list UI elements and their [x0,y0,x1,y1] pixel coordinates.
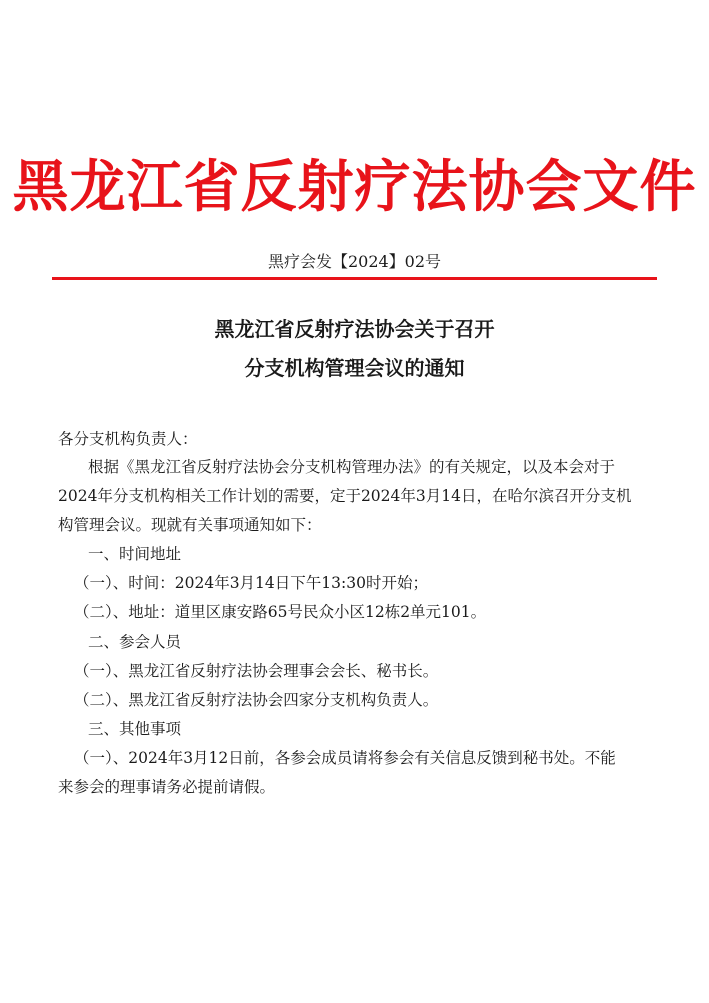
paragraph-1-line-3: 构管理会议。现就有关事项通知如下： [58,516,322,534]
section-3-heading: 三、其他事项 [88,720,182,738]
section-2-heading: 二、参会人员 [88,633,182,651]
section-3-item-1-line-2: 来参会的理事请务必提前请假。 [58,778,276,796]
section-1-item-2: （二）、地址：道里区康安路65号民众小区12栋2单元101。 [74,603,487,621]
section-1-heading: 一、时间地址 [88,545,182,563]
paragraph-1-line-2: 2024年分支机构相关工作计划的需要，定于2024年3月14日，在哈尔滨召开分支机 [58,487,632,505]
section-3-item-1-line-1: （一）、2024年3月12日前，各参会成员请将参会有关信息反馈到秘书处。不能 [74,749,616,767]
document-number: 黑疗会发【2024】02号 [267,252,442,271]
section-2-item-2: （二）、黑龙江省反射疗法协会四家分支机构负责人。 [74,691,439,709]
section-1-item-1: （一）、时间：2024年3月14日下午13:30时开始； [74,574,428,592]
salutation: 各分支机构负责人： [58,430,198,448]
notice-title-line-2: 分支机构管理会议的通知 [244,356,465,380]
paragraph-1-line-1: 根据《黑龙江省反射疗法协会分支机构管理办法》的有关规定，以及本会对于 [88,458,616,476]
red-divider-line [52,277,657,280]
section-2-item-1: （一）、黑龙江省反射疗法协会理事会会长、秘书长。 [74,662,439,680]
notice-title-line-1: 黑龙江省反射疗法协会关于召开 [214,317,495,341]
org-header-title: 黑龙江省反射疗法协会文件 [12,155,697,220]
